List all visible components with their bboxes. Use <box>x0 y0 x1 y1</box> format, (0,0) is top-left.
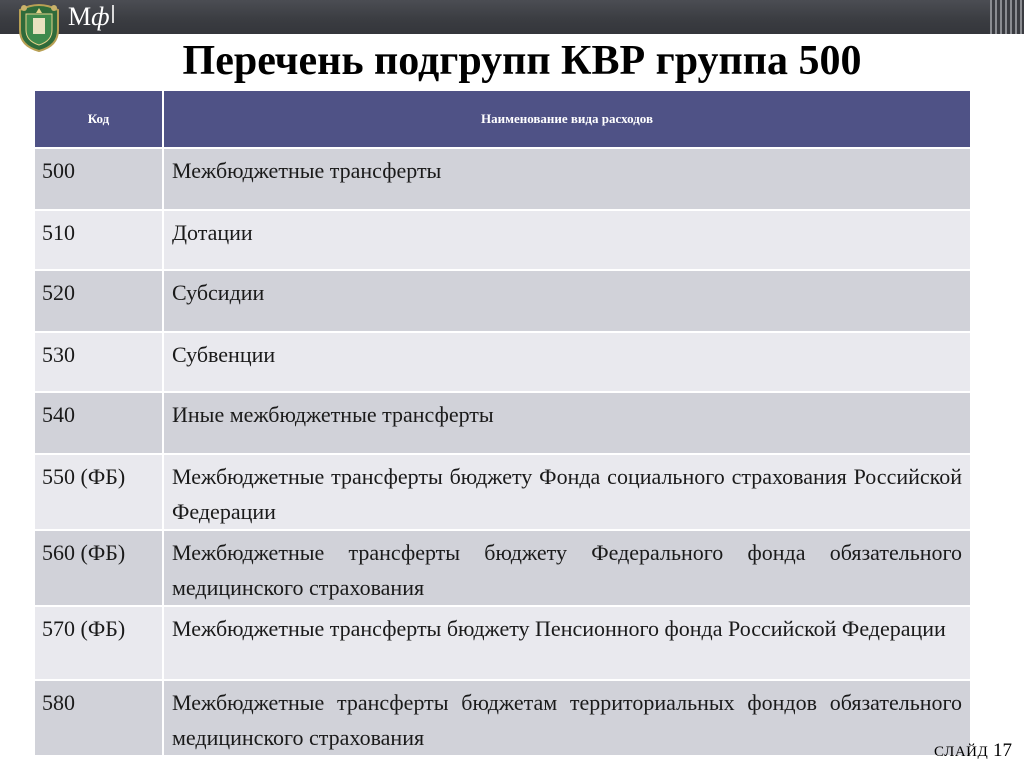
slide-label: СЛАЙД <box>934 744 989 760</box>
table-row <box>34 148 971 210</box>
row-code: 540 <box>34 392 163 454</box>
table-row <box>34 210 971 270</box>
row-name: Субсидии <box>163 270 971 332</box>
row-name: Иные межбюджетные трансферты <box>163 392 971 454</box>
row-code: 570 (ФБ) <box>34 606 163 680</box>
row-name: Субвенции <box>163 332 971 392</box>
table-row <box>34 332 971 392</box>
row-name: Межбюджетные трансферты <box>163 148 971 210</box>
row-name: Межбюджетные трансферты бюджету Пенсионного фонда Российской Федерации <box>163 606 971 680</box>
kvr-table <box>33 89 972 757</box>
table-row <box>34 270 971 332</box>
slide-number-value: 17 <box>993 740 1012 761</box>
row-name: Межбюджетные трансферты бюджетам территориальных фондов обязательного медицинского страхования <box>163 680 971 756</box>
brand-letter: М <box>68 2 92 31</box>
table-row <box>34 454 971 530</box>
row-name: Межбюджетные трансферты бюджету Фонда социального страхования Российской Федерации <box>163 454 971 530</box>
row-name: Дотации <box>163 210 971 270</box>
row-code: 560 (ФБ) <box>34 530 163 606</box>
row-code: 580 <box>34 680 163 756</box>
brand-letter-italic: ф <box>91 2 110 31</box>
row-name: Межбюджетные трансферты бюджету Федерального фонда обязательного медицинского страхования <box>163 530 971 606</box>
column-header-name: Наименование вида расходов <box>163 90 971 148</box>
row-code: 530 <box>34 332 163 392</box>
table-row <box>34 530 971 606</box>
top-bar <box>0 0 1024 34</box>
slide-number <box>934 740 1012 762</box>
brand-bar <box>112 5 114 23</box>
table-row <box>34 606 971 680</box>
row-code: 520 <box>34 270 163 332</box>
brand-logo-text <box>68 2 114 32</box>
row-code: 510 <box>34 210 163 270</box>
page-title: Перечень подгрупп КВР группа 500 <box>182 38 862 84</box>
row-code: 500 <box>34 148 163 210</box>
column-header-code: Код <box>34 90 163 148</box>
table-row <box>34 392 971 454</box>
top-bar-stripes <box>990 0 1024 34</box>
row-code: 550 (ФБ) <box>34 454 163 530</box>
table-header-row <box>34 90 971 148</box>
table-row <box>34 680 971 756</box>
